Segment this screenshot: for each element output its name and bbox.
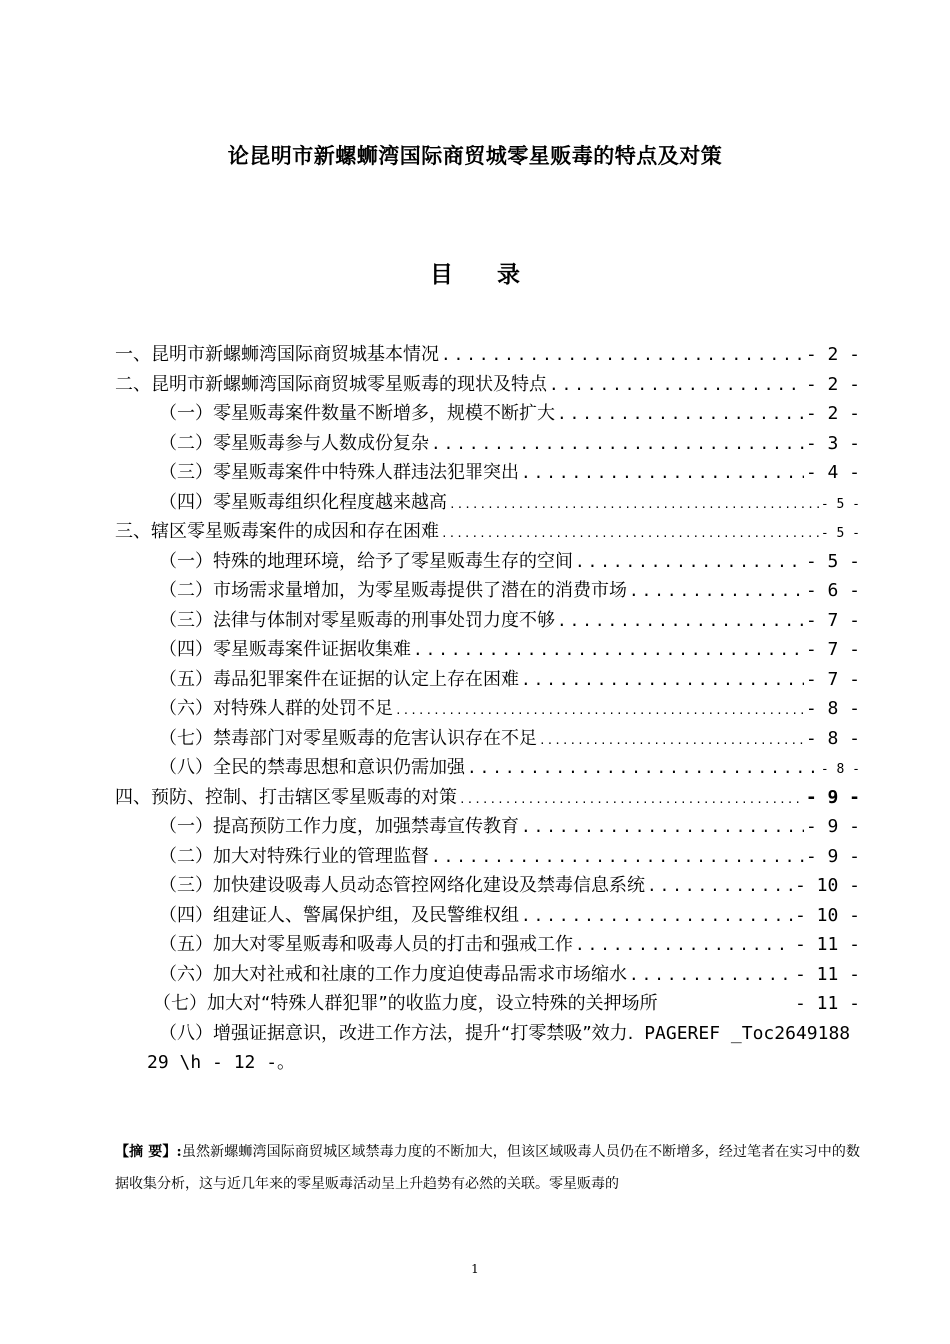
toc-entry-text: （六）加大对社戒和社康的工作力度迫使毒品需求市场缩水 — [159, 963, 627, 985]
toc-entry[interactable] — [115, 429, 860, 459]
toc-entry-text: 三、辖区零星贩毒案件的成因和存在困难 — [115, 521, 439, 542]
table-of-contents — [115, 340, 860, 1078]
toc-entry[interactable] — [115, 960, 860, 990]
toc-entry-page: - 4 - — [805, 462, 860, 483]
toc-heading — [0, 256, 950, 289]
toc-entry-text: 一、昆明市新螺蛳湾国际商贸城基本情况 — [115, 344, 439, 365]
abstract-label: 【摘 要】: — [115, 1144, 182, 1160]
toc-entry-text: （二）零星贩毒参与人数成份复杂 — [159, 432, 429, 454]
toc-leader — [557, 399, 804, 429]
toc-entry-page: - 8 - — [820, 762, 860, 777]
toc-entry-text: （七）加大对“特殊人群犯罪”的收监力度，设立特殊的关押场所 — [153, 993, 658, 1014]
toc-leader — [521, 901, 793, 931]
toc-entry-text: （四）零星贩毒组织化程度越来越高 — [159, 491, 447, 513]
toc-entry-text: （六）对特殊人群的处罚不足 — [159, 698, 393, 719]
toc-entry-page: - 10 - — [794, 875, 860, 896]
toc-leader — [521, 665, 804, 695]
toc-entry-text: （三）法律与体制对零星贩毒的刑事处罚力度不够 — [159, 609, 555, 631]
toc-entry[interactable] — [115, 901, 860, 931]
toc-entry-text: （三）加快建设吸毒人员动态管控网络化建设及禁毒信息系统 — [159, 875, 645, 896]
toc-entry-text: （七）禁毒部门对零星贩毒的危害认识存在不足 — [159, 727, 537, 749]
toc-entry[interactable] — [115, 930, 860, 960]
toc-entry-wrapped[interactable] — [115, 1019, 860, 1078]
toc-leader — [431, 429, 804, 459]
toc-entry-page: - 5 - — [820, 526, 860, 541]
toc-entry-text: 二、昆明市新螺蛳湾国际商贸城零星贩毒的现状及特点 — [115, 373, 547, 395]
toc-leader — [467, 753, 819, 783]
toc-entry-text: （四）组建证人、警属保护组，及民警维权组 — [159, 904, 519, 926]
toc-entry-page: - 10 - — [794, 904, 860, 926]
toc-entry[interactable] — [115, 458, 860, 488]
toc-entry-page: - 9 - — [805, 845, 860, 867]
toc-entry-page: - 11 - — [794, 934, 860, 955]
document-title: 论昆明市新螺蛳湾国际商贸城零星贩毒的特点及对策 — [227, 144, 723, 168]
toc-entry-page: - 9 - — [805, 786, 860, 808]
toc-entry-text: （一）零星贩毒案件数量不断增多，规模不断扩大 — [159, 403, 555, 424]
toc-entry-page: - 3 - — [805, 432, 860, 454]
toc-leader — [629, 960, 793, 990]
toc-entry[interactable] — [115, 340, 860, 370]
toc-entry-page: - 11 - — [794, 963, 860, 985]
toc-leader — [441, 517, 819, 549]
abstract — [115, 1136, 860, 1200]
toc-leader — [431, 842, 804, 872]
toc-entry[interactable] — [115, 694, 860, 724]
toc-entry-text: （三）零星贩毒案件中特殊人群违法犯罪突出 — [159, 462, 519, 483]
toc-entry[interactable] — [115, 547, 860, 577]
toc-entry-text: （一）特殊的地理环境，给予了零星贩毒生存的空间 — [159, 550, 573, 572]
toc-entry-page: - 7 - — [805, 609, 860, 631]
toc-entry[interactable] — [115, 812, 860, 842]
toc-entry[interactable] — [115, 635, 860, 665]
toc-entry[interactable] — [115, 989, 860, 1019]
toc-entry-text: （五）加大对零星贩毒和吸毒人员的打击和强戒工作 — [159, 934, 573, 955]
toc-entry[interactable] — [115, 517, 860, 547]
toc-leader — [459, 783, 804, 815]
toc-entry-page: - 6 - — [805, 580, 860, 601]
toc-entry[interactable] — [115, 842, 860, 872]
toc-leader — [413, 635, 804, 665]
toc-entry[interactable] — [115, 753, 860, 783]
toc-entry-page: - 7 - — [805, 668, 860, 690]
toc-leader — [395, 694, 804, 726]
toc-entry[interactable] — [115, 665, 860, 695]
toc-entry-text: 四、预防、控制、打击辖区零星贩毒的对策 — [115, 786, 457, 808]
toc-leader — [521, 812, 804, 842]
toc-leader — [549, 370, 804, 400]
toc-heading-char: 录 — [497, 262, 520, 288]
toc-entry-page: - 7 - — [805, 639, 860, 660]
abstract-text: 虽然新螺蛳湾国际商贸城区域禁毒力度的不断加大，但该区域吸毒人员仍在不断增多，经过笔者在实习中的数据收集分析，这与近几年来的零星贩毒活动呈上升趋势有必然的关联。零星贩毒的 — [115, 1144, 860, 1192]
toc-entry[interactable] — [115, 399, 860, 429]
toc-heading-char: 目 — [429, 262, 453, 288]
toc-leader — [521, 458, 804, 488]
toc-entry-page: - 2 - — [805, 373, 860, 395]
toc-leader — [539, 724, 804, 756]
toc-entry-page: - 11 - — [794, 993, 860, 1014]
toc-entry-text: （八）增强证据意识，改进工作方法，提升“打零禁吸”效力. — [159, 1022, 634, 1044]
toc-entry[interactable] — [115, 576, 860, 606]
toc-entry-page: - 5 - — [820, 496, 860, 512]
toc-entry-text: （八）全民的禁毒思想和意识仍需加强 — [159, 757, 465, 778]
toc-entry-page: - 2 - — [805, 344, 860, 365]
toc-entry-page: - 9 - — [805, 816, 860, 837]
toc-entry-page: - 8 - — [805, 727, 860, 749]
toc-entry-page: - 5 - — [805, 550, 860, 572]
toc-leader — [647, 871, 793, 901]
toc-entry[interactable] — [115, 871, 860, 901]
toc-entry[interactable] — [115, 724, 860, 754]
toc-entry-text: （二）市场需求量增加，为零星贩毒提供了潜在的消费市场 — [159, 580, 627, 601]
toc-leader — [557, 606, 804, 636]
toc-field-code: PAGEREF _Toc264918829 \h - 12 -。 — [147, 1022, 851, 1073]
page-number: 1 — [471, 1262, 479, 1276]
toc-entry-text: （五）毒品犯罪案件在证据的认定上存在困难 — [159, 668, 519, 690]
toc-leader — [575, 930, 793, 960]
toc-entry[interactable] — [115, 370, 860, 400]
toc-entry-page: - 2 - — [805, 403, 860, 424]
toc-entry[interactable] — [115, 488, 860, 518]
toc-leader — [629, 576, 804, 606]
toc-entry-page: - 8 - — [805, 698, 860, 719]
toc-leader — [441, 340, 804, 370]
toc-entry-text: （二）加大对特殊行业的管理监督 — [159, 845, 429, 867]
toc-entry-text: （一）提高预防工作力度，加强禁毒宣传教育 — [159, 816, 519, 837]
toc-entry[interactable] — [115, 606, 860, 636]
toc-leader — [575, 547, 804, 577]
toc-entry-text: （四）零星贩毒案件证据收集难 — [159, 639, 411, 660]
toc-entry[interactable] — [115, 783, 860, 813]
toc-leader — [449, 488, 819, 520]
